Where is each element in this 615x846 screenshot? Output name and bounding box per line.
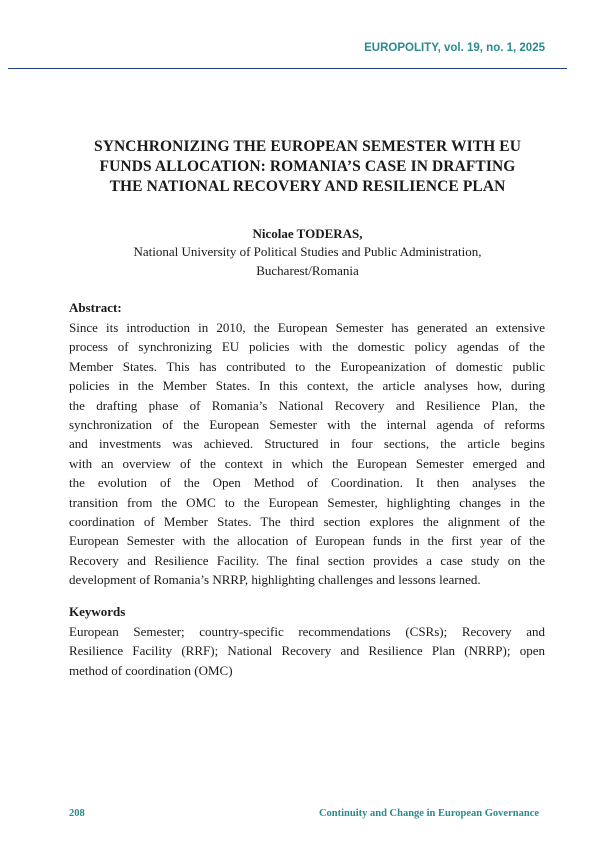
abstract-body	[69, 318, 545, 590]
author-affiliation	[60, 242, 555, 280]
title-line: THE NATIONAL RECOVERY AND RESILIENCE PLAN	[109, 178, 506, 195]
abstract-line: policies in the Member States. In this context, the article analyses how, during	[69, 378, 545, 394]
title-line: FUNDS ALLOCATION: ROMANIA’S CASE IN DRAFTING	[99, 158, 516, 175]
page-number: 208	[69, 808, 85, 819]
keywords-heading: Keywords	[69, 604, 126, 619]
abstract-line: and investments was achieved. Structured in four sections, the article begins	[69, 436, 545, 452]
abstract-line: coordination of Member States. The third section explores the alignment of the	[69, 514, 545, 530]
abstract-line: with an overview of the context in which the European Semester emerged and	[69, 455, 545, 471]
author-name: Nicolae TODERAS,	[252, 226, 363, 241]
title-line: SYNCHRONIZING THE EUROPEAN SEMESTER WITH EU	[93, 138, 522, 155]
abstract-line: Since its introduction in 2010, the European Semester has generated an extensive	[69, 320, 545, 335]
journal-header: EUROPOLITY, vol. 19, no. 1, 2025	[364, 42, 545, 54]
abstract-line: process of synchronizing EU policies with the domestic policy agendas of the	[69, 339, 545, 355]
keywords-body	[69, 622, 545, 680]
keywords-line: Resilience Facility (RRF); National Recovery and Resilience Plan (NRRP); open	[69, 643, 545, 659]
abstract-line: development of Romania’s NRRP, highlighting challenges and lessons learned.	[69, 572, 481, 588]
abstract-line: synchronization of the European Semester with the internal agenda of reforms	[69, 417, 545, 433]
abstract-line: Member States. This has contributed to the Europeanization of domestic public	[69, 358, 545, 374]
affiliation-line: National University of Political Studies and Public Administration,	[133, 244, 482, 259]
article-title	[60, 137, 555, 197]
abstract-heading: Abstract:	[69, 300, 122, 315]
affiliation-line: Bucharest/Romania	[256, 263, 359, 278]
footer-title: Continuity and Change in European Governance	[318, 808, 539, 819]
abstract-line: Recovery and Resilience Facility. The final section provides a case study on the	[69, 552, 545, 568]
abstract-line: transition from the OMC to the European Semester, highlighting changes in the	[69, 494, 545, 510]
abstract-line: the drafting phase of Romania’s National Recovery and Resilience Plan, the	[69, 397, 545, 413]
keywords-line: European Semester; country-specific recommendations (CSRs); Recovery and	[69, 624, 545, 639]
abstract-line: European Semester with the allocation of European funds in the first year of the	[69, 533, 545, 549]
keywords-line: method of coordination (OMC)	[69, 662, 233, 678]
header-rule	[8, 68, 567, 69]
abstract-line: the evolution of the Open Method of Coordination. It then analyses the	[69, 475, 545, 491]
